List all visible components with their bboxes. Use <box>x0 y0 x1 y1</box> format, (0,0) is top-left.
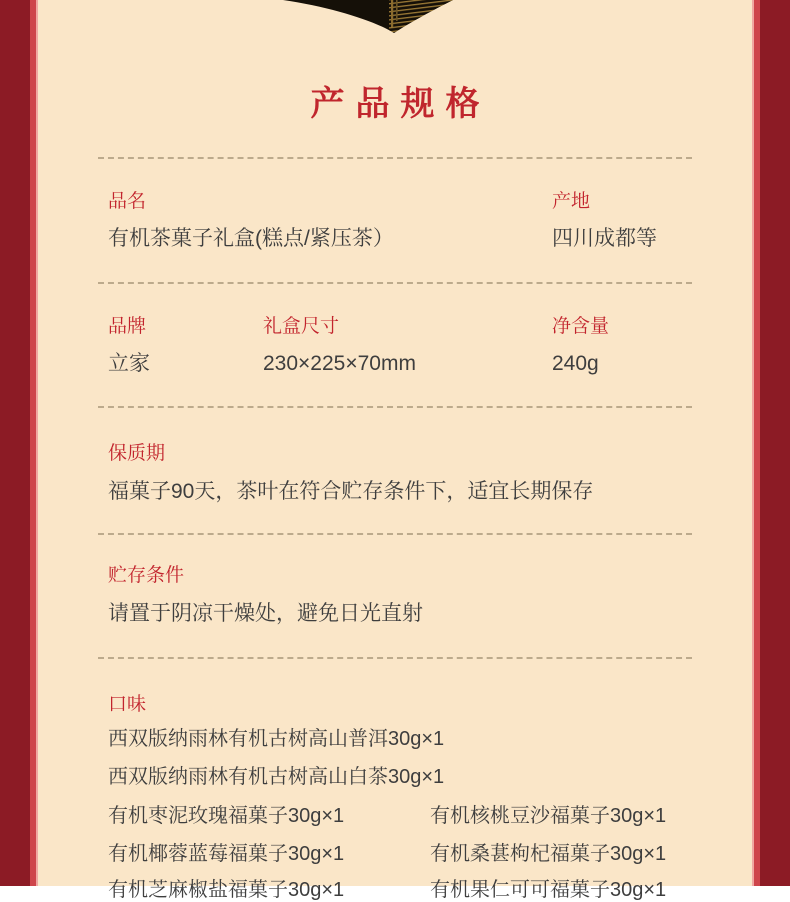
section-divider-dashed <box>98 406 692 408</box>
field-label-box-size: 礼盒尺寸 <box>263 316 340 337</box>
field-value-shelf-life: 福菓子90天，茶叶在符合贮存条件下，适宜长期保存 <box>108 480 594 503</box>
section-divider-dashed <box>98 157 692 159</box>
field-value-origin: 四川成都等 <box>552 227 657 250</box>
right-frame-border <box>752 0 790 886</box>
field-label-brand: 品牌 <box>108 316 147 337</box>
field-value-net-weight: 240g <box>552 352 599 375</box>
section-divider-dashed <box>98 657 692 659</box>
field-label-shelf-life: 保质期 <box>108 443 166 464</box>
right-frame-bright-stripe <box>754 0 760 886</box>
section-divider-dashed <box>98 282 692 284</box>
flavor-item: 有机桑葚枸杞福菓子30g×1 <box>430 843 667 865</box>
gift-box-corner-image <box>283 0 455 36</box>
flavor-item: 有机核桃豆沙福菓子30g×1 <box>430 805 667 827</box>
field-label-net-weight: 净含量 <box>552 316 610 337</box>
field-label-storage: 贮存条件 <box>108 565 185 586</box>
page-title: 产品规格 <box>310 85 491 123</box>
left-frame-pink-stripe <box>36 0 38 886</box>
section-divider-dashed <box>98 533 692 535</box>
field-value-storage: 请置于阴凉干燥处，避免日光直射 <box>108 602 423 625</box>
right-frame-dark-stripe <box>760 0 790 886</box>
flavor-item: 有机枣泥玫瑰福菓子30g×1 <box>108 805 345 827</box>
flavor-item-clipped: 有机芝麻椒盐福菓子30g×1 <box>108 879 345 901</box>
left-frame-dark-stripe <box>0 0 30 886</box>
field-value-box-size: 230×225×70mm <box>263 352 416 375</box>
field-label-product-name: 品名 <box>108 191 147 212</box>
flavor-item: 西双版纳雨林有机古树高山普洱30g×1 <box>108 728 445 750</box>
flavor-item: 有机椰蓉蓝莓福菓子30g×1 <box>108 843 345 865</box>
flavor-item: 西双版纳雨林有机古树高山白茶30g×1 <box>108 766 445 788</box>
field-value-brand: 立家 <box>108 352 150 375</box>
field-label-flavors: 口味 <box>108 694 147 715</box>
left-frame-border <box>0 0 38 886</box>
right-frame-pink-stripe <box>752 0 754 886</box>
field-label-origin: 产地 <box>552 191 591 212</box>
field-value-product-name: 有机茶菓子礼盒(糕点/紧压茶） <box>108 227 394 250</box>
flavor-item-clipped: 有机果仁可可福菓子30g×1 <box>430 879 667 901</box>
